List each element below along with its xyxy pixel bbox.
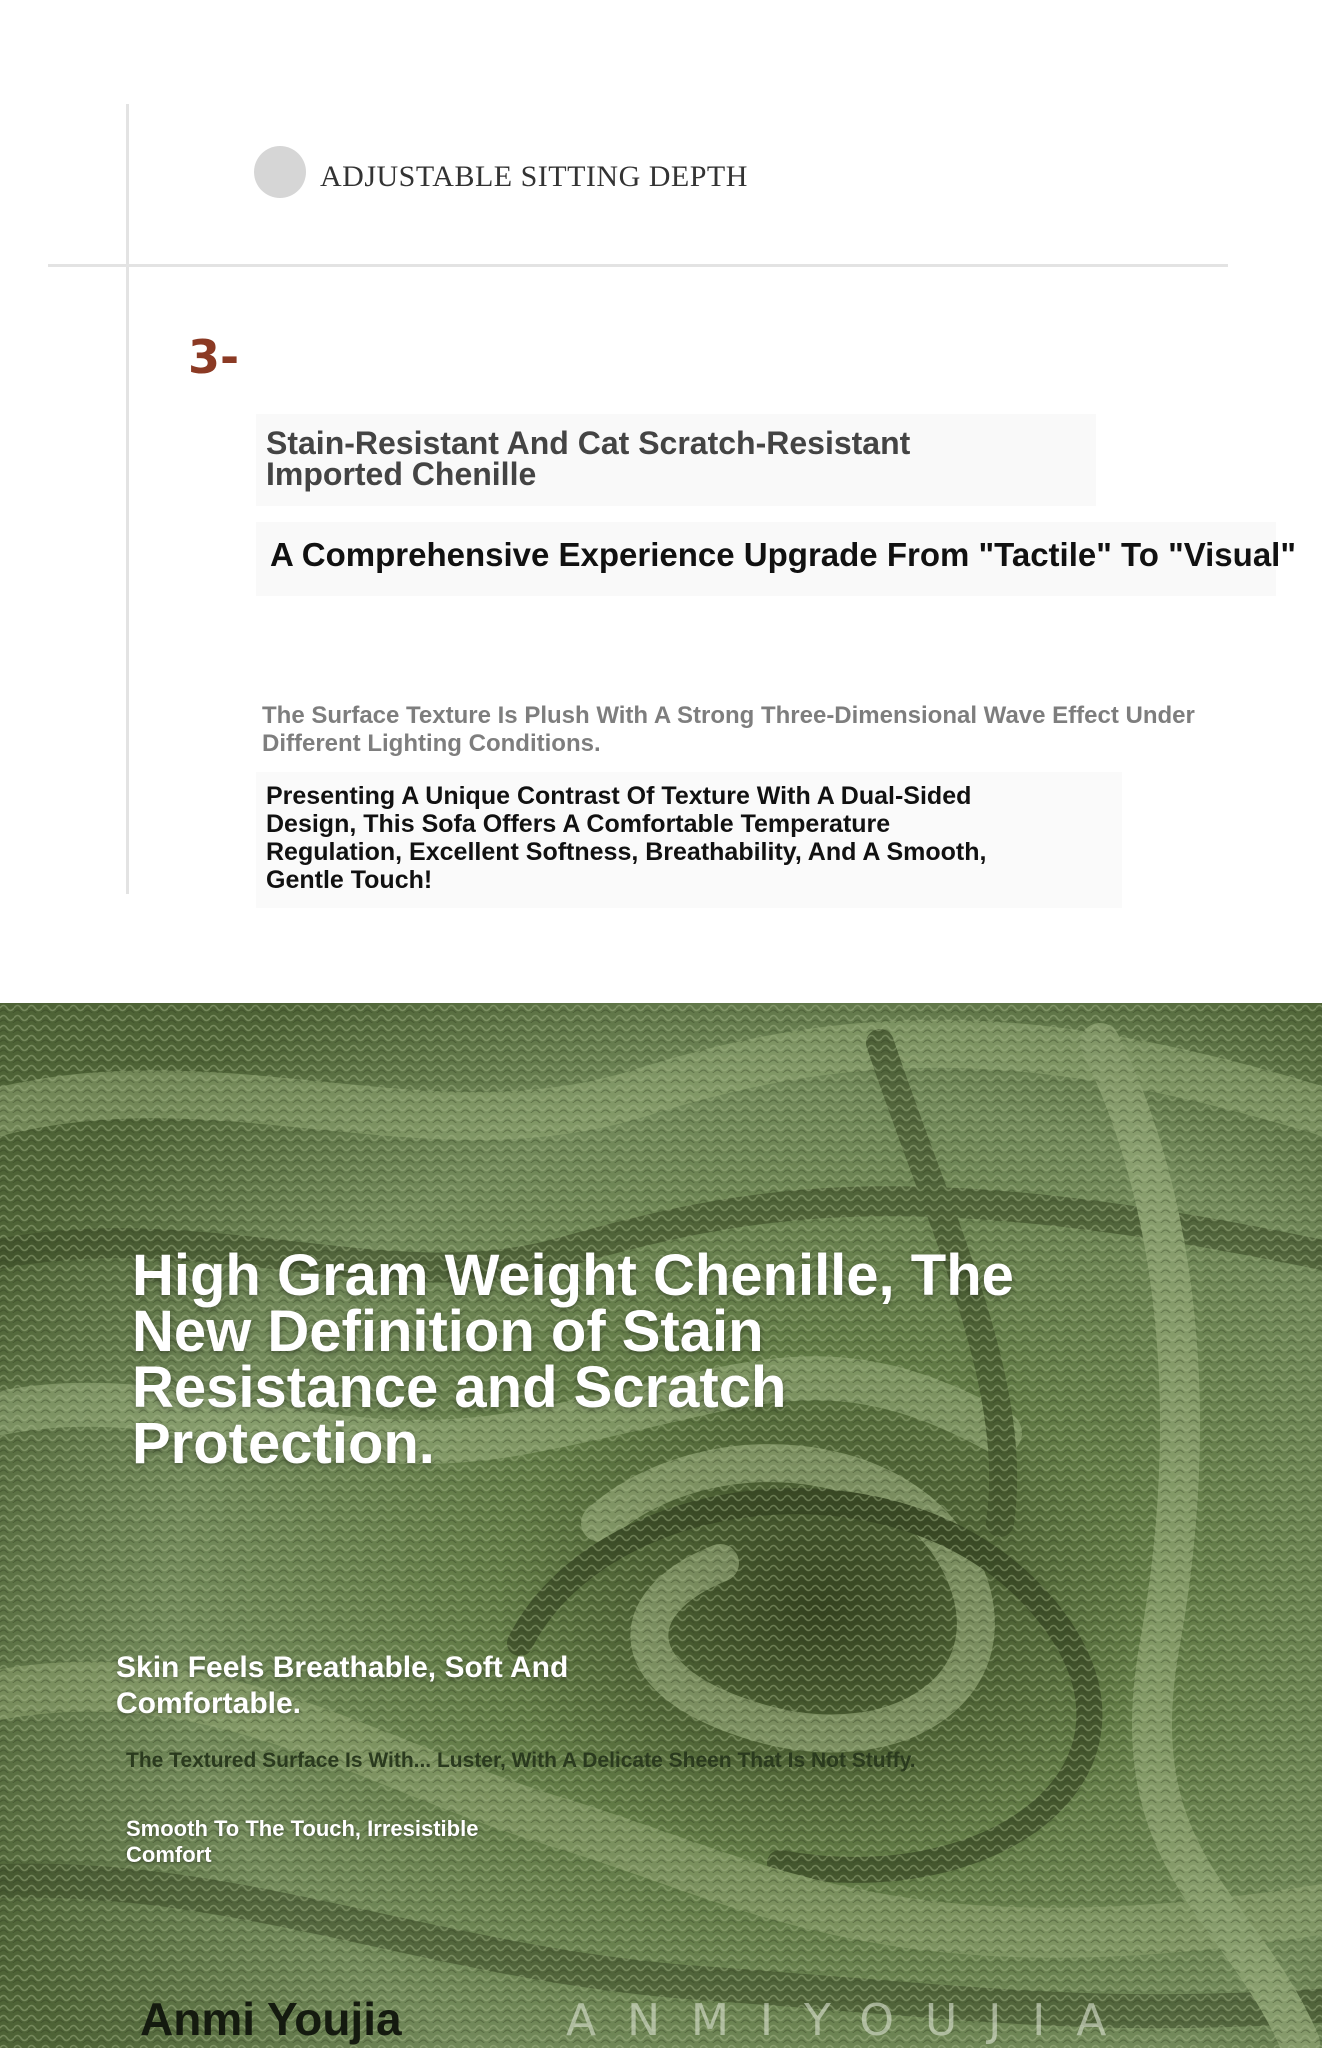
feature-subtitle: A Comprehensive Experience Upgrade From "Tactile" To "Visual" <box>270 536 1296 573</box>
skin-feel-text: Skin Feels Breathable, Soft And Comfortable. <box>116 1651 569 1720</box>
banner-headline: High Gram Weight Chenille, The New Definition of Stain Resistance and Scratch Protection. <box>132 1243 1014 1476</box>
bullet-circle-icon <box>254 146 306 198</box>
step-number: 3- <box>188 330 240 384</box>
feature-title: Stain-Resistant And Cat Scratch-Resistant Imported Chenille <box>266 425 911 492</box>
brand-wordmark: ANMIYOUJIA <box>566 1995 1138 2046</box>
smooth-touch-text: Smooth To The Touch, Irresistible Comfort <box>126 1816 479 1867</box>
design-description: Presenting A Unique Contrast Of Texture With A Dual-Sided Design, This Sofa Offers A Comfortable Temperature Regulation, Excellent Softness, Breathability, And A Smooth, Gentle Touch! <box>266 782 987 894</box>
vertical-divider <box>126 104 129 894</box>
horizontal-divider <box>48 264 1228 267</box>
chenille-fabric-photo <box>0 1003 1322 2048</box>
spec-section <box>0 0 1322 1003</box>
section-label: ADJUSTABLE SITTING DEPTH <box>320 160 748 193</box>
textured-surface-text: The Textured Surface Is With... Luster, With A Delicate Sheen That Is Not Stuffy. <box>126 1749 916 1772</box>
texture-description: The Surface Texture Is Plush With A Strong Three-Dimensional Wave Effect Under Different Lighting Conditions. <box>262 702 1195 757</box>
fabric-texture-image <box>0 1003 1322 2048</box>
brand-name: Anmi Youjia <box>140 1993 402 2045</box>
